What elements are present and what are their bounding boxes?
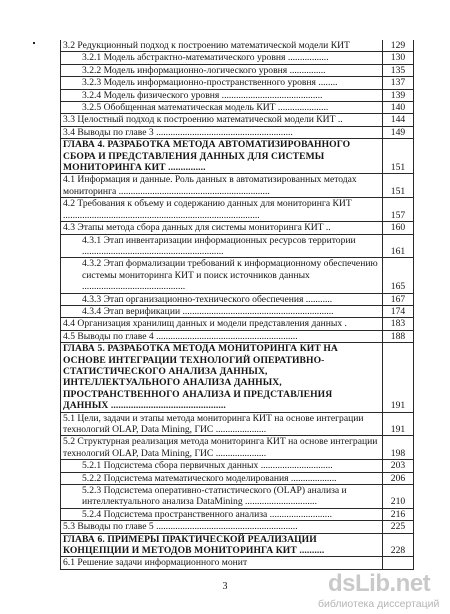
toc-row [61, 413, 413, 437]
toc-row [61, 258, 413, 293]
toc-row [61, 436, 413, 460]
toc-entry-text: 4.3.1 Этап инвентаризации информационных ресурсов территории ........................................................... [61, 235, 383, 258]
toc-row [61, 77, 413, 89]
toc-page-number: 157 [390, 209, 406, 221]
toc-entry-text: 4.3 Этапы метода сбора данных для системы мониторинга КИТ .. [61, 222, 383, 233]
toc-page-number [383, 557, 413, 568]
toc-page-number: 183 [390, 318, 406, 330]
toc-page-number: 174 [390, 305, 406, 317]
toc-row [61, 473, 413, 485]
toc-entry-text: 4.3.4 Этап верификации ............................................................... [61, 306, 383, 317]
toc-row [61, 318, 413, 330]
toc-row [61, 65, 413, 77]
watermark-logo-text: dsLib.net [328, 570, 431, 597]
toc-entry-text: 3.4 Выводы по главе 3 ......................................................... [61, 127, 383, 138]
margin-mark [33, 42, 35, 44]
toc-entry-text: 3.2.2 Модель информационно-логического уровня ............... [61, 65, 383, 76]
toc-entry-text: 5.2 Структурная реализация метода мониторинга КИТ на основе интеграции технологий OLAP, Data Mining, ГИС ..................... [61, 436, 383, 459]
toc-entry-text: 4.4 Организация хранилищ данных и модели представления данных . [61, 318, 383, 329]
toc-entry-text: 5.2.4 Подсистема пространственного анализа .......................... [61, 509, 383, 520]
toc-page-number: 188 [390, 330, 406, 342]
toc-page-number: 167 [390, 293, 406, 305]
toc-page-number: 225 [390, 521, 406, 533]
toc-entry-text: 3.2 Редукционный подход к построению математической модели КИТ [61, 40, 383, 51]
toc-entry-text: 5.1 Цели, задачи и этапы метода мониторинга КИТ на основе интеграции технологий OLAP, Data Mining, ГИС ..................... [61, 413, 383, 436]
toc-entry-text: ГЛАВА 5. РАЗРАБОТКА МЕТОДА МОНИТОРИНГА КИТ НА ОСНОВЕ ИНТЕГРАЦИИ ТЕХНОЛОГИЙ ОПЕРАТИВНО-СТАТИСТИЧЕСКОГО АНАЛИЗА ДАННЫХ, ИНТЕЛЛЕКТУАЛЬНОГО АНАЛИЗА ДАННЫХ, ПРОСТРАНСТВЕННОГО АНАЛИЗА И ПРЕДСТАВЛЕНИЯ ДАННЫХ .............................................. [61, 343, 383, 411]
toc-row [61, 114, 413, 126]
toc-page-number: 139 [390, 89, 406, 101]
toc-row [61, 521, 413, 533]
toc-page-number: 161 [390, 245, 406, 257]
toc-row [61, 198, 413, 222]
toc-entry-text: 4.1 Информация и данные. Роль данных в автоматизированных методах мониторинга ............................................................... [61, 174, 383, 197]
toc-entry-text: ГЛАВА 6. ПРИМЕРЫ ПРАКТИЧЕСКОЙ РЕАЛИЗАЦИИ КОНЦЕПЦИИ И МЕТОДОВ МОНИТОРИНГА КИТ .......... [61, 534, 383, 557]
toc-chapter-row [61, 139, 413, 174]
toc-row [61, 294, 413, 306]
toc-entry-text: 3.3 Целостный подход к построению математической модели КИТ .. [61, 114, 383, 125]
toc-row [61, 222, 413, 234]
toc-row [61, 557, 413, 568]
toc-page-number: 203 [390, 460, 406, 472]
toc-entry-text: 5.3 Выводы по главе 5 ........................................................... [61, 521, 383, 532]
toc-row [61, 90, 413, 102]
toc-entry-text: 3.2.3 Модель информационно-пространственного уровня ........ [61, 77, 383, 88]
toc-page-number: 137 [390, 77, 406, 89]
toc-page-number: 135 [390, 64, 406, 76]
watermark-logo [328, 570, 430, 598]
toc-row [61, 509, 413, 521]
toc-entry-text: 3.2.5 Обобщенная математическая модель КИТ ..................... [61, 102, 383, 113]
page-number: 3 [222, 581, 228, 592]
toc-page-number: 151 [390, 162, 406, 174]
toc-page-number: 129 [390, 40, 406, 51]
toc-page-number: 130 [390, 52, 406, 64]
toc-row [61, 52, 413, 64]
toc-page-number: 210 [390, 496, 406, 508]
toc-row [61, 485, 413, 509]
toc-page-number: 151 [390, 185, 406, 197]
toc-entry-text: 5.2.3 Подсистема оперативно-статистического (OLAP) анализа и интеллектуального анализа DataMining .............................. [61, 485, 383, 508]
toc-entry-text: 5.2.1 Подсистема сбора первичных данных .............................. [61, 460, 383, 471]
toc-page-number: 149 [390, 126, 406, 138]
toc-page-number: 206 [390, 472, 406, 484]
toc-entry-text: 3.2.1 Модель абстрактно-математического уровня ................. [61, 52, 383, 63]
toc-row [61, 40, 413, 52]
toc-row [61, 174, 413, 198]
toc-entry-text: 4.3.3 Этап организационно-технического обеспечения ........... [61, 294, 383, 305]
toc-page-number: 191 [390, 424, 406, 435]
toc-entry-text: 4.2 Требования к объему и содержанию данных для мониторинга КИТ .................................................................................. [61, 198, 383, 221]
toc-page-number: 198 [390, 447, 406, 459]
table-of-contents [60, 40, 414, 570]
toc-page-number: 228 [390, 545, 406, 557]
toc-entry-text: 4.5 Выводы по главе 4 ........................................................... [61, 331, 383, 342]
toc-entry-text: ГЛАВА 4. РАЗРАБОТКА МЕТОДА АВТОМАТИЗИРОВАННОГО СБОРА И ПРЕДСТАВЛЕНИЯ ДАННЫХ ДЛЯ СИСТЕМЫ МОНИТОРИНГА КИТ ............... [61, 139, 383, 173]
toc-page-number: 216 [390, 508, 406, 520]
toc-row [61, 127, 413, 139]
toc-entry-text: 3.2.4 Модель физического уровня .......................................... [61, 90, 383, 101]
toc-row [61, 460, 413, 472]
toc-chapter-row [61, 343, 413, 412]
toc-row [61, 235, 413, 259]
toc-page-number: 191 [390, 400, 406, 412]
toc-row [61, 331, 413, 343]
toc-entry-text: 4.3.2 Этап формализации требований к информационному обеспечению системы мониторинга КИТ и поиск источников данных ........................................... [61, 258, 383, 292]
toc-entry-text: 5.2.2 Подсистема математического моделирования ................... [61, 473, 383, 484]
watermark-tagline: библиотека диссертаций [318, 598, 440, 610]
toc-page-number: 165 [390, 281, 406, 293]
toc-entry-text: 6.1 Решение задачи информационного монит [61, 557, 383, 568]
toc-page-number: 140 [390, 102, 406, 114]
toc-chapter-row [61, 534, 413, 558]
toc-row [61, 306, 413, 318]
toc-page-number: 144 [390, 114, 406, 126]
toc-row [61, 102, 413, 114]
toc-page-number: 160 [390, 222, 406, 234]
